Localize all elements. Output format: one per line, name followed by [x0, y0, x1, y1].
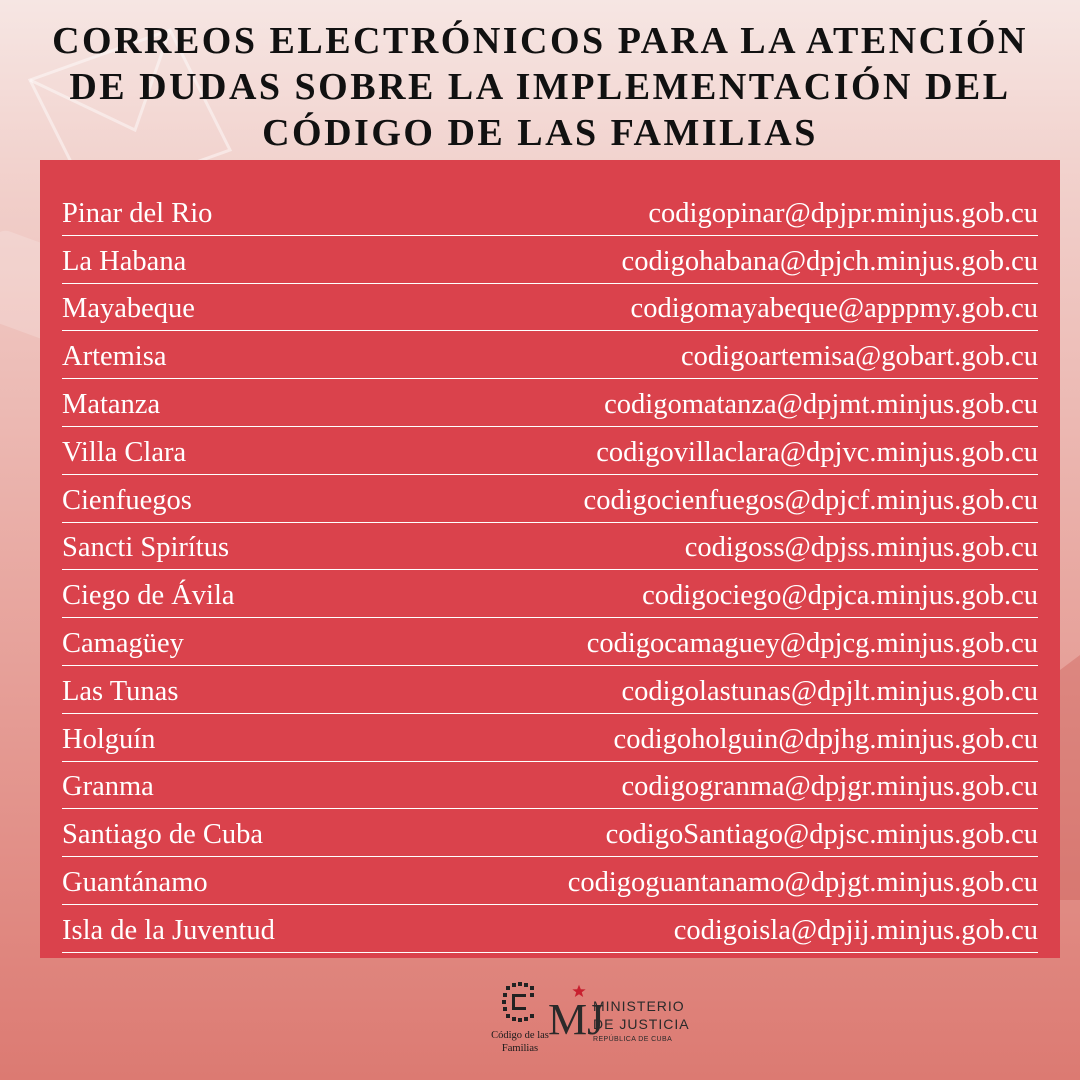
title-line-3: CÓDIGO DE LAS FAMILIAS — [262, 112, 818, 154]
province-name: Granma — [62, 771, 154, 803]
list-item — [62, 331, 1038, 379]
province-name: Ciego de Ávila — [62, 580, 235, 612]
familias-caption-line1: Código de las — [491, 1030, 549, 1041]
email-address[interactable]: codigomayabeque@apppmy.gob.cu — [630, 293, 1038, 325]
justicia-label: DE JUSTICIA — [593, 1016, 690, 1032]
province-name: Isla de la Juventud — [62, 914, 275, 946]
republica-label: REPÚBLICA DE CUBA — [593, 1036, 673, 1043]
email-address[interactable]: codigoartemisa@gobart.gob.cu — [680, 341, 1038, 373]
province-name: Guantánamo — [62, 866, 208, 898]
province-name: Santiago de Cuba — [62, 819, 264, 851]
list-item — [62, 427, 1038, 475]
mj-monogram: MJ — [548, 995, 605, 1044]
list-item — [62, 809, 1038, 857]
email-address[interactable]: codigoss@dpjss.minjus.gob.cu — [684, 532, 1038, 564]
province-name: Las Tunas — [62, 675, 179, 707]
title-line-2: DE DUDAS SOBRE LA IMPLEMENTACIÓN DEL — [69, 66, 1011, 108]
page-title — [0, 18, 1080, 156]
list-item — [62, 714, 1038, 762]
footer-logos — [0, 980, 1080, 1070]
email-address[interactable]: codigomatanza@dpjmt.minjus.gob.cu — [604, 388, 1038, 420]
list-item — [62, 762, 1038, 810]
list-item — [62, 523, 1038, 571]
province-name: Matanza — [62, 388, 161, 420]
list-item — [62, 570, 1038, 618]
list-item — [62, 236, 1038, 284]
email-address[interactable]: codigohabana@dpjch.minjus.gob.cu — [621, 245, 1038, 277]
list-item — [62, 284, 1038, 332]
list-item — [62, 857, 1038, 905]
email-address[interactable]: codigolastunas@dpjlt.minjus.gob.cu — [621, 675, 1038, 707]
list-item — [62, 666, 1038, 714]
email-address[interactable]: codigopinar@dpjpr.minjus.gob.cu — [648, 197, 1038, 229]
list-item — [62, 379, 1038, 427]
familias-logo-icon — [500, 980, 540, 1024]
email-address[interactable]: codigoholguin@dpjhg.minjus.gob.cu — [613, 723, 1038, 755]
email-address[interactable]: codigociego@dpjca.minjus.gob.cu — [642, 580, 1038, 612]
list-item — [62, 188, 1038, 236]
ministerio-justicia-logo — [548, 984, 718, 1054]
province-name: La Habana — [62, 245, 187, 277]
list-item — [62, 905, 1038, 953]
email-address[interactable]: codigoisla@dpjij.minjus.gob.cu — [673, 914, 1038, 946]
title-line-1: CORREOS ELECTRÓNICOS PARA LA ATENCIÓN — [52, 20, 1028, 62]
ministerio-label: MINISTERIO — [593, 998, 685, 1014]
email-address[interactable]: codigocienfuegos@dpjcf.minjus.gob.cu — [583, 484, 1038, 516]
province-name: Mayabeque — [62, 293, 195, 325]
province-name: Holguín — [62, 723, 156, 755]
email-address[interactable]: codigoSantiago@dpjsc.minjus.gob.cu — [605, 819, 1038, 851]
province-name: Artemisa — [62, 341, 167, 373]
province-name: Camagüey — [62, 627, 184, 659]
email-address[interactable]: codigovillaclara@dpjvc.minjus.gob.cu — [596, 436, 1038, 468]
list-item — [62, 618, 1038, 666]
list-item — [62, 475, 1038, 523]
province-name: Villa Clara — [62, 436, 187, 468]
email-list-panel — [40, 160, 1060, 958]
province-name: Pinar del Rio — [62, 197, 213, 229]
email-address[interactable]: codigogranma@dpjgr.minjus.gob.cu — [621, 771, 1038, 803]
email-address[interactable]: codigoguantanamo@dpjgt.minjus.gob.cu — [567, 866, 1038, 898]
email-address[interactable]: codigocamaguey@dpjcg.minjus.gob.cu — [586, 627, 1038, 659]
familias-caption-line2: Familias — [501, 1043, 539, 1054]
province-name: Sancti Spirítus — [62, 532, 230, 564]
province-name: Cienfuegos — [62, 484, 192, 516]
